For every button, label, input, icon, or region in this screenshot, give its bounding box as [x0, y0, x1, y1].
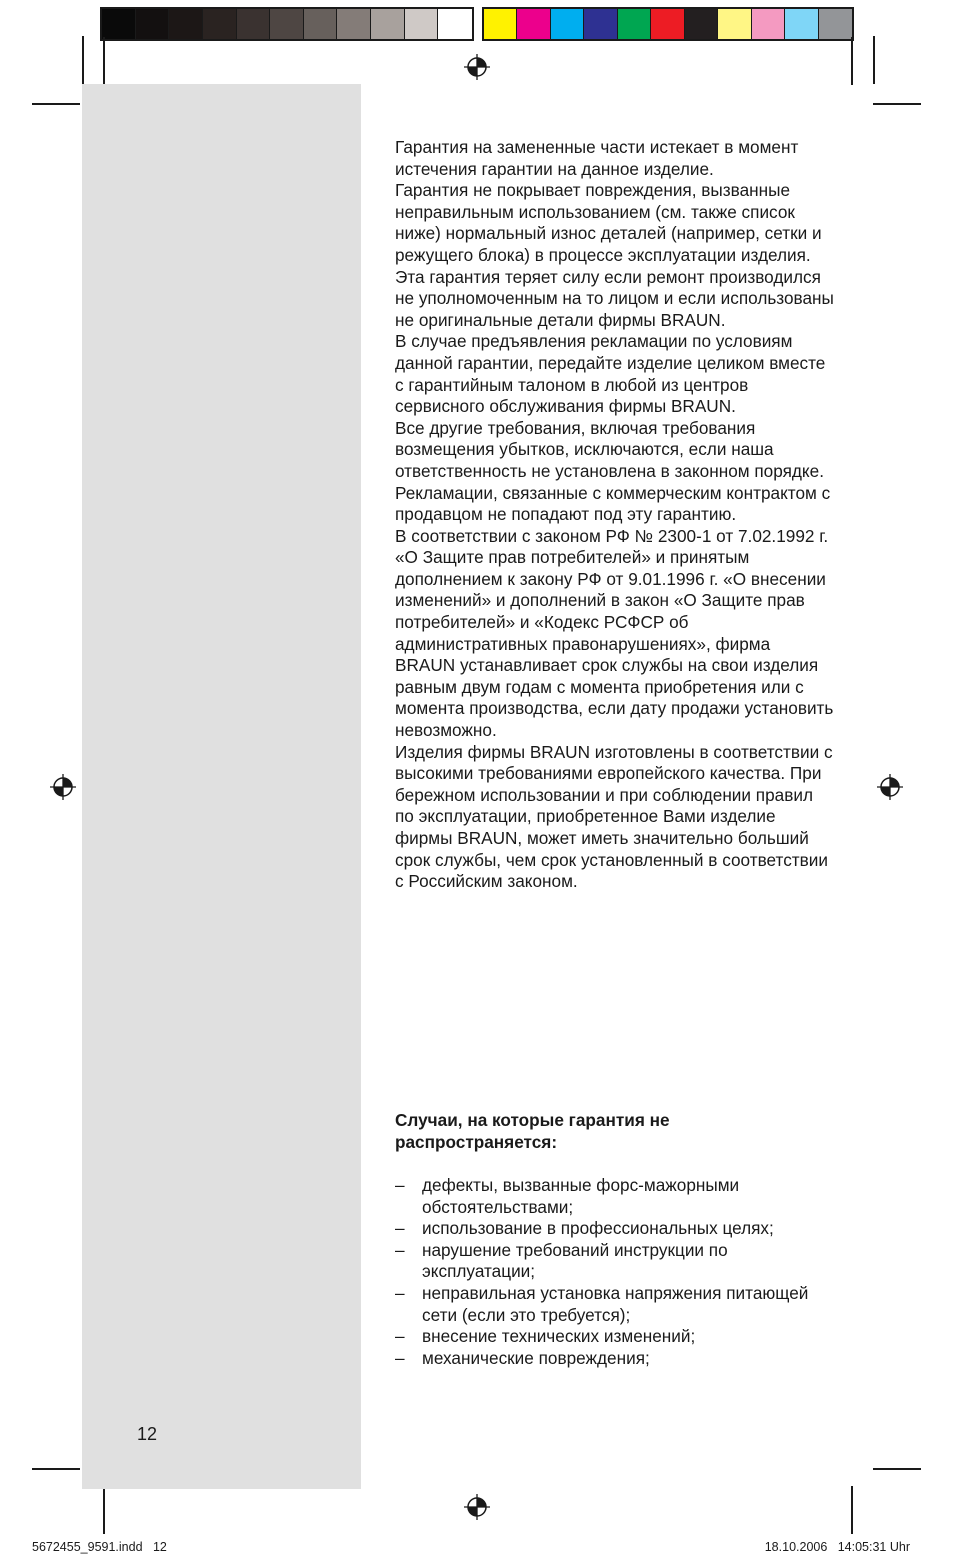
list-dash: –	[395, 1175, 405, 1195]
list-item-text: неправильная установка напряжения питающей сети (если это требуется);	[422, 1282, 809, 1325]
process-color-swatch	[819, 9, 852, 39]
gray-swatch	[371, 9, 405, 39]
registration-mark-top	[464, 54, 490, 80]
gray-swatch	[203, 9, 237, 39]
crop-mark-bottom-right-vertical	[851, 1486, 853, 1534]
registration-mark-bottom	[464, 1494, 490, 1520]
crop-mark-right-side	[873, 36, 875, 84]
exclusions-list	[395, 1175, 835, 1369]
list-item-text: внесение технических изменений;	[422, 1326, 696, 1347]
list-item-text: дефекты, вызванные форс-мажорными обстоятельствами;	[422, 1175, 740, 1217]
paragraph-replaced-parts: Гарантия на замененные части истекает в момент истечения гарантии на данное изделие.	[395, 137, 799, 179]
process-color-swatch	[551, 9, 584, 39]
list-item	[395, 1175, 835, 1218]
gray-swatch	[304, 9, 338, 39]
list-item-text: использование в профессиональных целях;	[422, 1218, 774, 1239]
gray-swatch	[405, 9, 439, 39]
paragraph-commercial-contract: Рекламации, связанные с коммерческим контрактом с продавцом не попадают под эту гарантию.	[395, 482, 831, 525]
list-item	[395, 1218, 835, 1240]
gray-swatch	[438, 9, 472, 39]
paragraph-other-claims: Все другие требования, включая требования возмещения убытков, исключаются, если наша ответственность не установлена в законном порядке.	[395, 417, 824, 481]
gray-swatch	[136, 9, 170, 39]
list-item	[395, 1283, 835, 1326]
process-color-swatch	[517, 9, 550, 39]
process-color-swatch	[651, 9, 684, 39]
warranty-body-text	[395, 137, 835, 893]
list-dash: –	[395, 1282, 405, 1303]
list-dash: –	[395, 1239, 405, 1260]
crop-mark-top-left-vertical	[103, 37, 105, 85]
gray-swatch	[102, 9, 136, 39]
registration-mark-right	[877, 774, 903, 800]
registration-target-icon	[877, 774, 903, 800]
list-dash: –	[395, 1218, 405, 1239]
paragraph-claim-procedure: В случае предъявления рекламации по условиям данной гарантии, передайте изделие целиком вместе с гарантийным талоном в любой из центров сервисного обслуживания фирмы BRAUN.	[395, 331, 826, 417]
gray-margin-column	[82, 84, 361, 1489]
list-item	[395, 1348, 835, 1370]
paragraph-void-conditions: Эта гарантия теряет силу если ремонт производился не уполномоченным на то лицом и если использованы не оригинальные детали фирмы BRAUN.	[395, 266, 834, 330]
process-color-swatch	[752, 9, 785, 39]
paragraph-service-life: Изделия фирмы BRAUN изготовлены в соответствии с высокими требованиями европейского качества. При бережном использовании и при соблюдении правил по эксплуатации, приобретенное Вами изделие фирмы BRAUN, может иметь значительно больший срок службы, чем срок установленный в соответствии с Российским законом.	[395, 741, 833, 892]
registration-target-icon	[464, 1494, 490, 1520]
page-number: 12	[137, 1424, 158, 1444]
process-color-swatch	[618, 9, 651, 39]
gray-swatch	[169, 9, 203, 39]
slug-date-time: 18.10.2006 14:05:31 Uhr	[764, 1540, 910, 1554]
grayscale-color-bar	[100, 7, 474, 41]
list-item-text: механические повреждения;	[422, 1347, 650, 1368]
gray-swatch	[237, 9, 271, 39]
registration-target-icon	[464, 54, 490, 80]
gray-swatch	[337, 9, 371, 39]
list-item	[395, 1326, 835, 1348]
process-color-swatch	[718, 9, 751, 39]
paragraph-russian-law: В соответствии с законом РФ № 2300-1 от 7.02.1992 г. «О Защите прав потребителей» и принятым дополнением к закону РФ от 9.01.1996 г. «О внесении изменений» и дополнений в закон «О Защите прав потребителей» и «Кодекс РСФСР об административных правонарушениях», фирма BRAUN устанавливает срок службы на свои изделия равным двум годам с момента приобретения или с момента производства, если дату продажи установить невозможно.	[395, 525, 834, 741]
crop-mark-bottom-left-vertical	[103, 1486, 105, 1534]
registration-mark-left	[50, 774, 76, 800]
process-color-swatch	[484, 9, 517, 39]
list-item-text: нарушение требований инструкции по эксплуатации;	[422, 1239, 728, 1282]
crop-mark-left-side	[82, 36, 84, 84]
process-color-swatch	[785, 9, 818, 39]
crop-mark-bottom-right-horizontal	[873, 1468, 921, 1470]
process-color-swatch	[685, 9, 718, 39]
process-color-swatch	[584, 9, 617, 39]
paragraph-coverage-exclusions: Гарантия не покрывает повреждения, вызванные неправильным использованием (см. также список ниже) нормальный износ деталей (например, сетки и режущего блока) в процессе эксплуатации изделия.	[395, 180, 822, 265]
list-item	[395, 1240, 835, 1283]
crop-mark-bottom-left-horizontal	[32, 1468, 80, 1470]
cmyk-color-bar	[482, 7, 854, 41]
list-dash: –	[395, 1347, 405, 1368]
crop-mark-top-left-horizontal	[32, 103, 80, 105]
slug-file-name: 5672455_9591.indd 12	[32, 1540, 167, 1554]
crop-mark-top-right-horizontal	[873, 103, 921, 105]
crop-mark-top-right-vertical	[851, 37, 853, 85]
gray-swatch	[270, 9, 304, 39]
registration-target-icon	[50, 774, 76, 800]
list-dash: –	[395, 1326, 405, 1347]
exclusions-heading: Случаи, на которые гарантия не распространяется:	[395, 1110, 670, 1152]
